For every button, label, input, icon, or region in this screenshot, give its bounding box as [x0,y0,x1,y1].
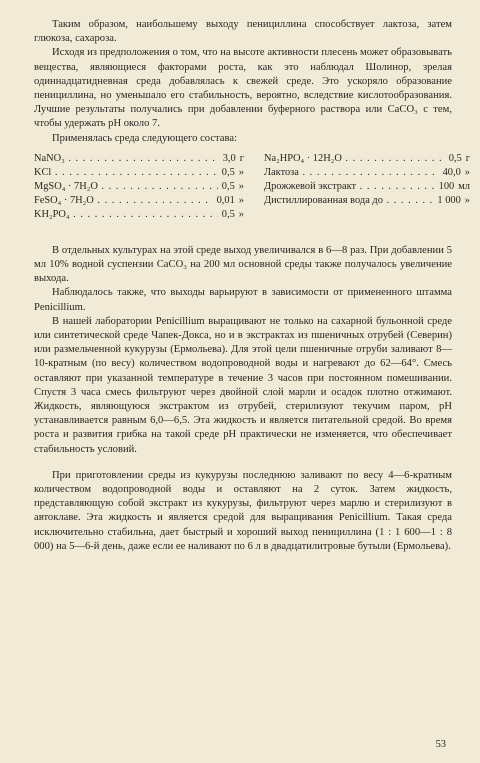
ingredient-amount: 0,5 [221,208,235,220]
ingredient-amount: 0,5 [448,152,462,164]
paragraph-lactose: Таким образом, наибольшему выходу пенициллина способствует лактоза, затем глюкоза, сахароза. [34,19,452,45]
ingredient-unit: » [238,166,244,178]
composition-row [34,194,244,208]
ingredient-name: Na₂HPO₄ · 12H₂O . . . [264,152,445,166]
ingredient-amount: 1 000 [437,194,461,206]
ingredient-unit: » [464,194,470,206]
composition-row [34,180,244,194]
ingredient-name: FeSO₄ · 7H₂O . . . [34,194,213,208]
paragraph-mature-medium: Исходя из предположения о том, что на высоте активности плесень может образовывать вещества, являющиеся факторами роста, как это наблюдал Шолинор, зрелая одиннадцатидневная среда добавлялась к свежей среде. Это ускоряло образование пенициллина, но уменьшало его стабильность, вероятно, вследствие кислотообразования. Лучшие результаты получались при добавлении буферного раствора или CaCO₃ с тем, чтобы удержать pH около 7. [34,47,452,130]
ingredient-name: Лактоза . . . [264,166,439,180]
composition-column-right [264,152,470,222]
ingredient-amount: 0,5 [221,180,235,192]
composition-row [34,208,244,222]
composition-row [264,166,470,180]
page-number: 53 [435,739,446,750]
composition-row [34,166,244,180]
paragraph-yield-increase: В отдельных культурах на этой среде выход увеличивался в 6—8 раз. При добавлении 5 мл 10% водной суспензии CaCO₃ на 200 мл основной среды также получалось увеличение выхода. [34,244,452,285]
ingredient-name: Дистиллированная вода до . . . [264,194,433,208]
composition-row [264,152,470,166]
ingredient-amount: 3,0 [222,152,236,164]
composition-column-left [34,152,244,222]
ingredient-name: NaNO₃ . . . [34,152,219,166]
ingredient-amount: 100 [438,180,455,192]
ingredient-amount: 40,0 [442,166,461,178]
ingredient-name: KCl . . . [34,166,218,180]
ingredient-unit: г [239,152,244,164]
ingredient-unit: » [238,208,244,220]
paragraph-medium-intro: Применялась среда следующего состава: [52,132,238,144]
ingredient-unit: » [238,194,244,206]
ingredient-name: KH₂PO₄ . . . [34,208,218,222]
paragraph-corn-medium: При приготовлении среды из кукурузы последнюю заливают по весу 4—6-кратным количеством водопроводной воды и оставляют на 2 суток. Затем жидкость, представляющую собой экстракт из кукурузы, фильтруют через марлю и стерилизуют в автоклаве. Эта жидкость и является средой для выращивания Penicillium. Такая среда исключительно стабильна, дает быстрый и хороший выход пенициллина (1 : 1 600—1 : 8 000) на 5—6-й день, даже если ее наливают по 6 л в двадцатилитровые бутыли (Ермольева). [34,469,452,552]
composition-row [34,152,244,166]
ingredient-amount: 0,5 [221,166,235,178]
composition-row [264,194,470,208]
ingredient-unit: » [238,180,244,192]
ingredient-unit: г [465,152,470,164]
composition-row [264,180,470,194]
ingredient-name: Дрожжевой экстракт . . . [264,180,435,194]
ingredient-amount: 0,01 [216,194,235,206]
paragraph-bran-extract: В нашей лаборатории Penicillium выращивают не только на сахарной бульонной среде или синтетической среде Чапек-Докса, но и в экстрактах из пшеничных отрубей (Северин) или размельченной кукурузы (Ермольева). Для этой цели пшеничные отруби заливают 8—10-кратным (по весу) количеством водопроводной воды и нагревают до 62—64°. Смесь оставляют при указанной температуре в течение 3 часов при постоянном помешивании. Спустя 3 часа смесь фильтруют через двойной слой марли и осадок плотно отжимают. Жидкость, являющуюся экстрактом из отрубей, стерилизуют текучим паром, pH устанавливается равным 6,0—6,5. Эта жидкость и является питательной средой. Во время роста и развития грибка на такой среде pH практически не изменяется, что обеспечивает стабильность условий. [34,315,452,455]
medium-composition-table [34,152,470,222]
ingredient-unit: » [464,166,470,178]
ingredient-unit: мл [458,180,470,192]
paragraph-strain-variation: Наблюдалось также, что выходы варьируют в зависимости от примененного штамма Penicillium. [34,287,452,313]
ingredient-name: MgSO₄ · 7H₂O . . . [34,180,218,194]
